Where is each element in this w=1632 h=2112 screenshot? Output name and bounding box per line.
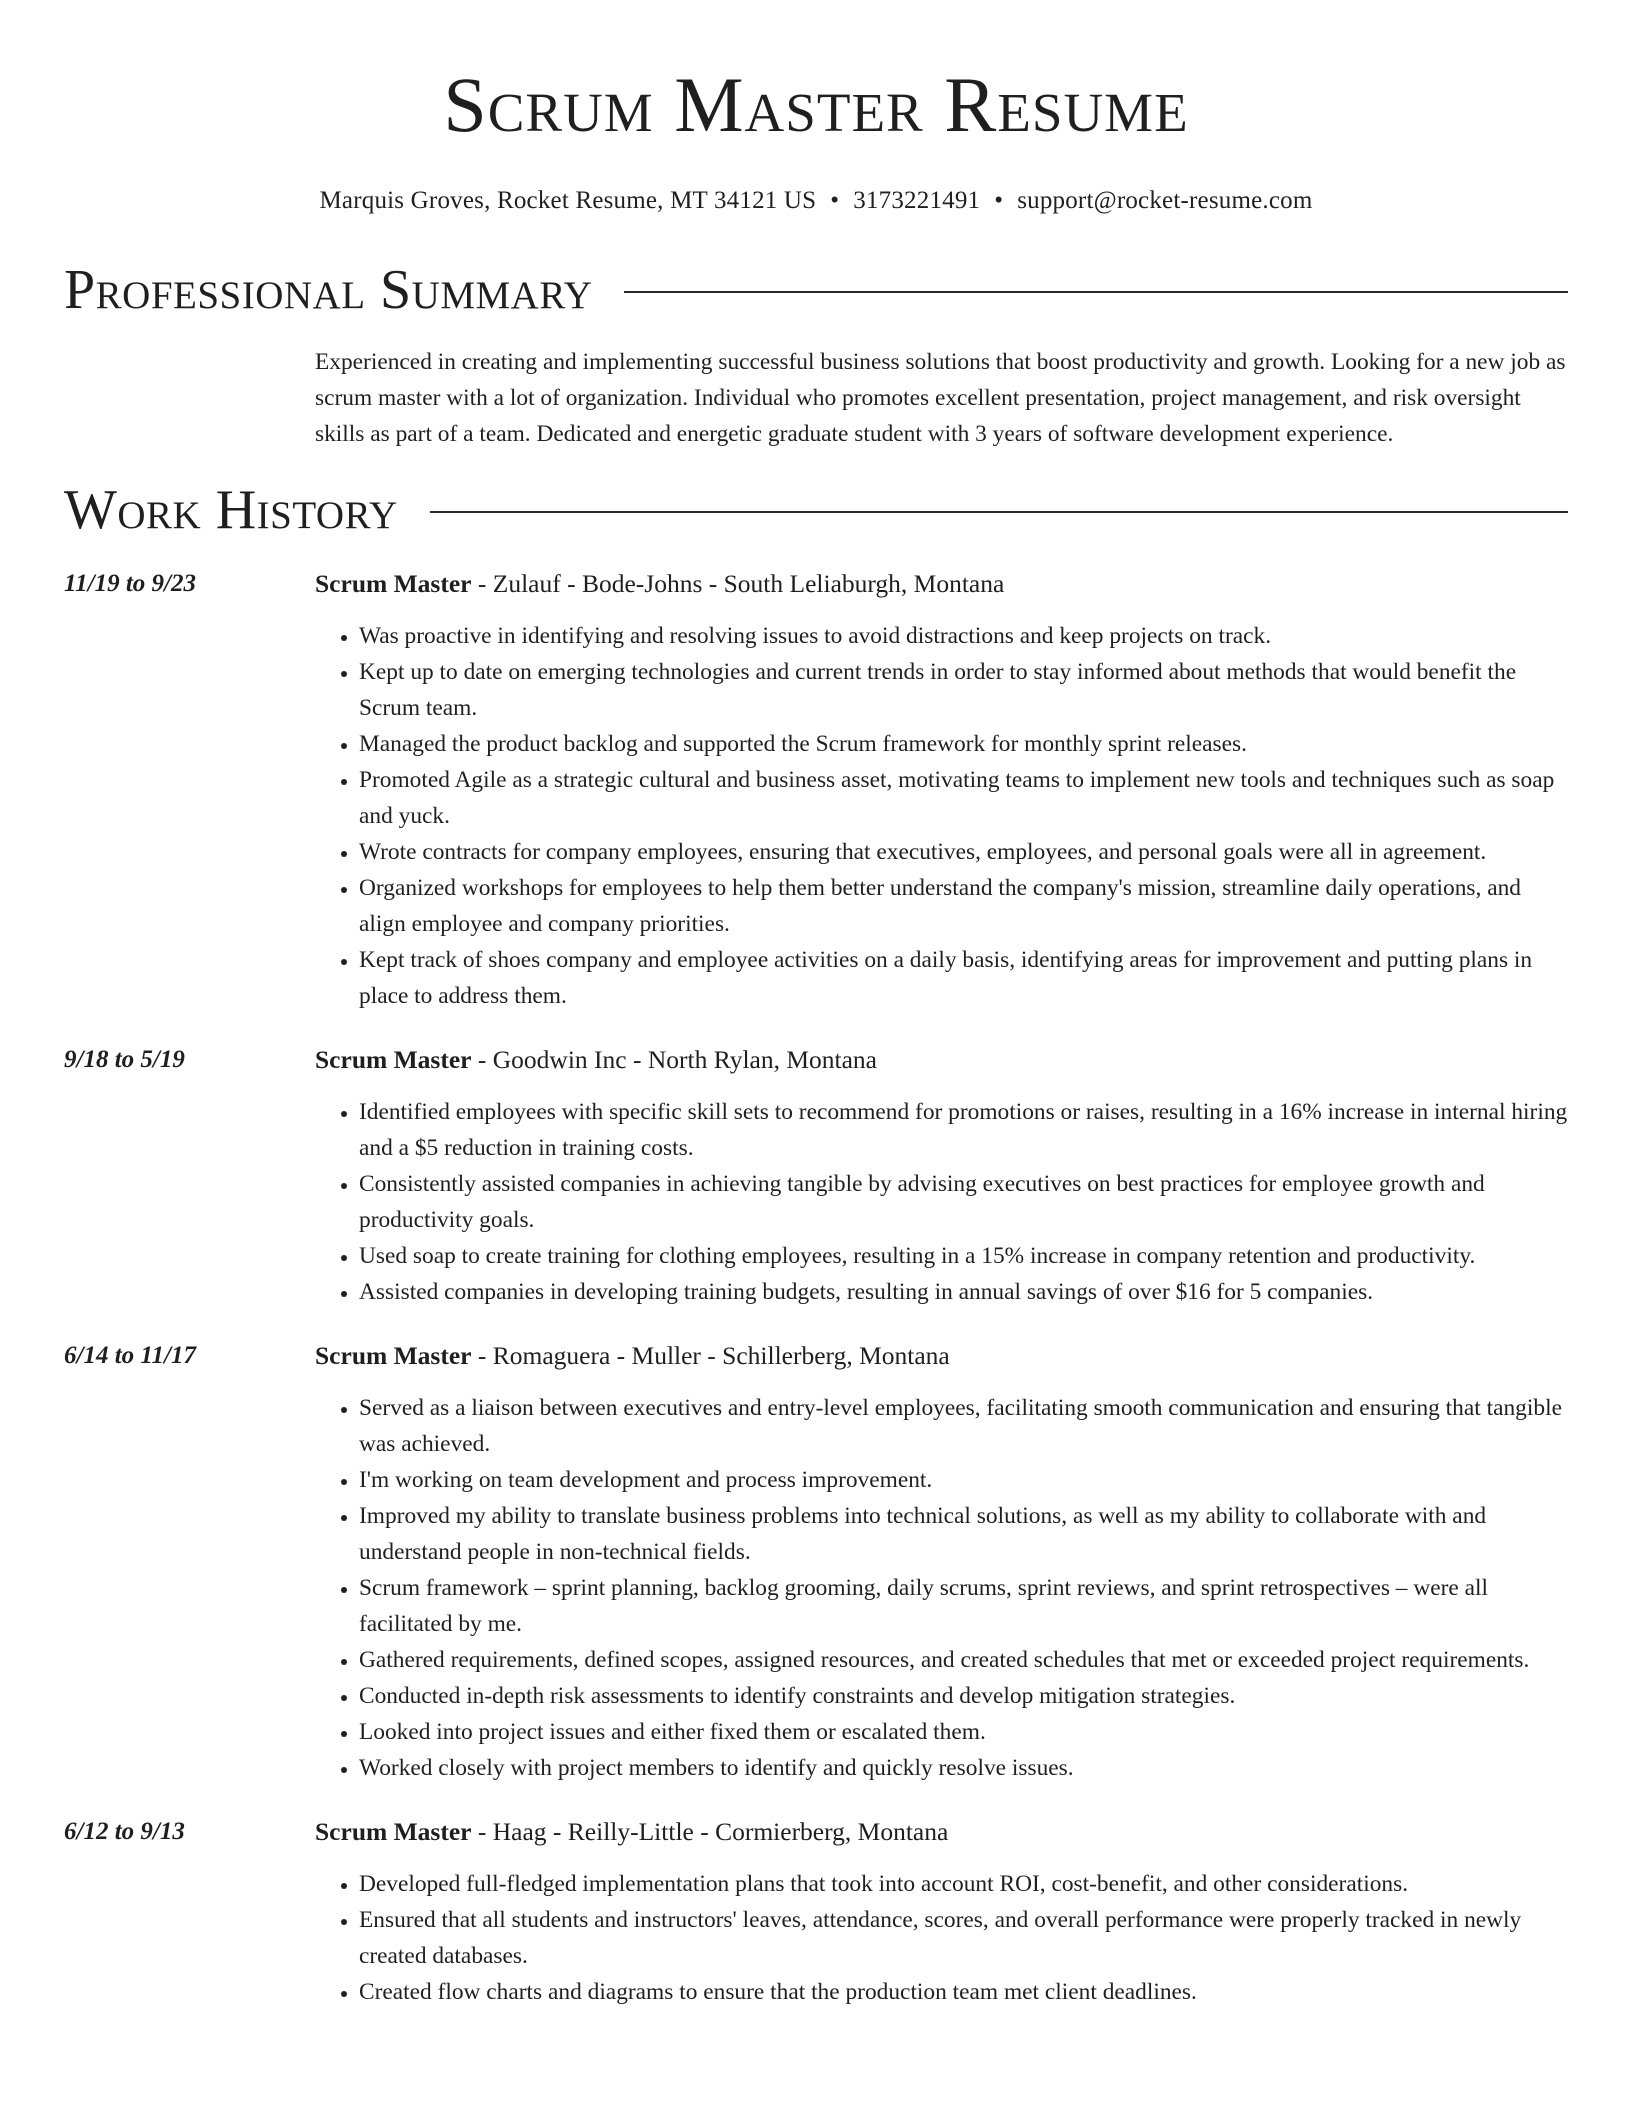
job-bullet: • Created flow charts and diagrams to ensure that the production team met client deadlines. (359, 1974, 1568, 2010)
job-bullet-list (315, 1866, 1568, 2010)
job-bullet: • Served as a liaison between executives and entry-level employees, facilitating smooth communication and ensuring that tangible was achieved. (359, 1390, 1568, 1462)
job-employer-location: - Haag - Reilly-Little - Cormierberg, Montana (471, 1817, 949, 1846)
job-bullet: • Was proactive in identifying and resolving issues to avoid distractions and keep projects on track. (359, 618, 1568, 654)
job-role: Scrum Master (315, 1045, 472, 1074)
job-bullet: • Kept track of shoes company and employee activities on a daily basis, identifying areas for improvement and putting plans in place to address them. (359, 942, 1568, 1014)
job-bullet-list (315, 1094, 1568, 1310)
job-body (315, 1814, 1568, 2010)
job-bullet: • Developed full-fledged implementation plans that took into account ROI, cost-benefit, and other considerations. (359, 1866, 1568, 1902)
job-title-line (315, 1042, 1568, 1078)
job-entry (64, 1338, 1568, 1786)
summary-heading: Professional Summary (64, 259, 593, 321)
job-bullet: • Used soap to create training for clothing employees, resulting in a 15% increase in company retention and productivity. (359, 1238, 1568, 1274)
work-history-list (64, 566, 1568, 2010)
job-bullet-list (315, 1390, 1568, 1786)
contact-address: Marquis Groves, Rocket Resume, MT 34121 US (319, 187, 817, 214)
job-role: Scrum Master (315, 1341, 472, 1370)
contact-phone: 3173221491 (853, 187, 981, 214)
contact-line (64, 184, 1568, 218)
job-body (315, 1042, 1568, 1310)
summary-section-header (64, 258, 1568, 322)
job-bullet: • Gathered requirements, defined scopes, assigned resources, and created schedules that met or exceeded project requirements. (359, 1642, 1568, 1678)
job-entry (64, 1042, 1568, 1310)
job-bullet: • Assisted companies in developing training budgets, resulting in annual savings of over $16 for 5 companies. (359, 1274, 1568, 1310)
job-bullet: • Worked closely with project members to identify and quickly resolve issues. (359, 1750, 1568, 1786)
resume-title: Scrum Master Resume (443, 61, 1189, 148)
job-bullet-list (315, 618, 1568, 1014)
job-bullet: • Conducted in-depth risk assessments to identify constraints and develop mitigation strategies. (359, 1678, 1568, 1714)
job-title-line (315, 1814, 1568, 1850)
job-employer-location: - Romaguera - Muller - Schillerberg, Montana (471, 1341, 950, 1370)
summary-text: Experienced in creating and implementing successful business solutions that boost productivity and growth. Looking for a new job as scrum master with a lot of organization. Individual who promotes excellent presentation, project management, and risk oversight skills as part of a team. Dedicated and energetic graduate student with 3 years of software development experience. (315, 349, 1566, 447)
job-body (315, 1338, 1568, 1786)
job-bullet: • Looked into project issues and either fixed them or escalated them. (359, 1714, 1568, 1750)
job-dates: 11/19 to 9/23 (64, 570, 196, 597)
contact-separator: • (994, 187, 1004, 214)
job-entry (64, 566, 1568, 1014)
work-heading: Work History (64, 479, 398, 541)
job-bullet: • Wrote contracts for company employees, ensuring that executives, employees, and personal goals were all in agreement. (359, 834, 1568, 870)
job-role: Scrum Master (315, 1817, 472, 1846)
section-divider (430, 511, 1568, 513)
job-dates: 6/14 to 11/17 (64, 1342, 196, 1369)
job-title-line (315, 1338, 1568, 1374)
job-employer-location: - Goodwin Inc - North Rylan, Montana (471, 1045, 877, 1074)
job-bullet: • Improved my ability to translate business problems into technical solutions, as well as my ability to collaborate with and understand people in non-technical fields. (359, 1498, 1568, 1570)
job-bullet: • Promoted Agile as a strategic cultural and business asset, motivating teams to implement new tools and techniques such as soap and yuck. (359, 762, 1568, 834)
job-bullet: • Ensured that all students and instructors' leaves, attendance, scores, and overall performance were properly tracked in newly created databases. (359, 1902, 1568, 1974)
work-section-header (64, 478, 1568, 542)
job-bullet: • Organized workshops for employees to help them better understand the company's mission, streamline daily operations, and align employee and company priorities. (359, 870, 1568, 942)
job-bullet: • Consistently assisted companies in achieving tangible by advising executives on best practices for employee growth and productivity goals. (359, 1166, 1568, 1238)
job-body (315, 566, 1568, 1014)
job-bullet: • Identified employees with specific skill sets to recommend for promotions or raises, resulting in a 16% increase in internal hiring and a $5 reduction in training costs. (359, 1094, 1568, 1166)
job-bullet: • Scrum framework – sprint planning, backlog grooming, daily scrums, sprint reviews, and sprint retrospectives – were all facilitated by me. (359, 1570, 1568, 1642)
contact-email: support@rocket-resume.com (1017, 187, 1313, 214)
contact-separator: • (830, 187, 840, 214)
job-employer-location: - Zulauf - Bode-Johns - South Leliaburgh, Montana (471, 569, 1005, 598)
job-dates: 6/12 to 9/13 (64, 1818, 185, 1845)
job-bullet: • I'm working on team development and process improvement. (359, 1462, 1568, 1498)
job-role: Scrum Master (315, 569, 472, 598)
job-entry (64, 1814, 1568, 2010)
section-divider (624, 291, 1568, 293)
job-title-line (315, 566, 1568, 602)
job-bullet: • Kept up to date on emerging technologies and current trends in order to stay informed about methods that would benefit the Scrum team. (359, 654, 1568, 726)
job-bullet: • Managed the product backlog and supported the Scrum framework for monthly sprint releases. (359, 726, 1568, 762)
job-dates: 9/18 to 5/19 (64, 1046, 185, 1073)
